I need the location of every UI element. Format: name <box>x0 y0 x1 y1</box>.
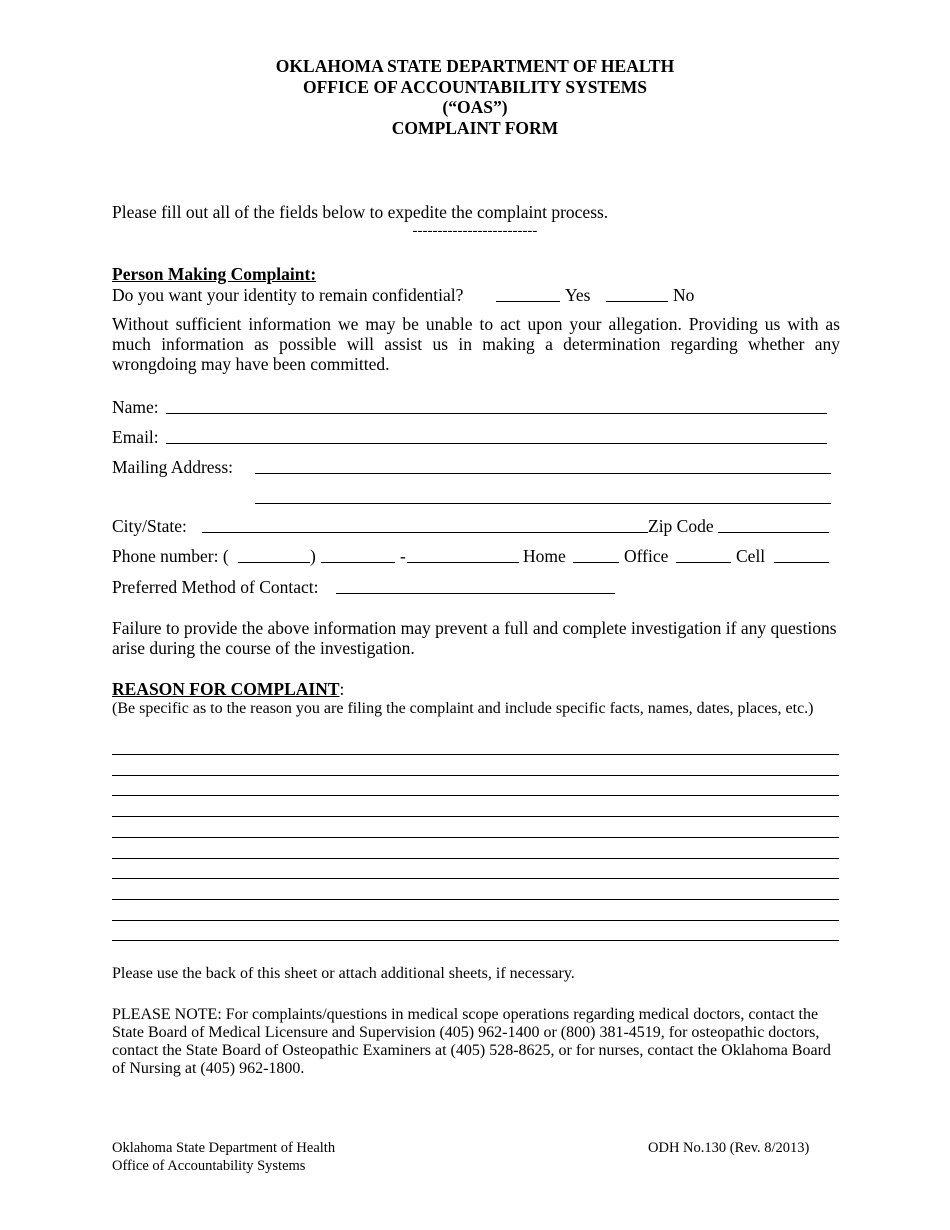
back-note: Please use the back of this sheet or attach additional sheets, if necessary. <box>112 965 575 982</box>
reason-write-line[interactable] <box>112 899 839 900</box>
confidential-no-field[interactable] <box>606 301 668 302</box>
email-label: Email: <box>112 427 159 447</box>
zip-code-label: Zip Code <box>648 516 714 536</box>
home-field[interactable] <box>573 562 619 563</box>
mailing-address-label: Mailing Address: <box>112 457 234 477</box>
cell-label: Cell <box>736 546 766 566</box>
confidential-yes-field[interactable] <box>496 301 560 302</box>
phone-label: Phone number: ( <box>112 546 229 566</box>
separator: ------------------------- <box>412 223 538 239</box>
reason-write-line[interactable] <box>112 837 839 838</box>
reason-heading-text: REASON FOR COMPLAINT <box>112 679 340 699</box>
reason-write-line[interactable] <box>112 858 839 859</box>
footer-department: Oklahoma State Department of Health <box>112 1140 336 1156</box>
city-state-label: City/State: <box>112 516 187 536</box>
person-heading: Person Making Complaint: <box>112 264 317 284</box>
email-field[interactable] <box>166 443 827 444</box>
reason-write-line[interactable] <box>112 795 839 796</box>
phone-paren-close: ) <box>310 546 316 566</box>
reason-write-line[interactable] <box>112 878 839 879</box>
please-note: PLEASE NOTE: For complaints/questions in medical scope operations regarding medical doctors, contact the State Board of Medical Licensure and Supervision (405) 962-1400 or (800) 381-4519, for osteopathic doctors, contact the State Board of Osteopathic Examiners at (405) 528-8625, or for nurses, contact the Oklahoma Board of Nursing at (405) 962-1800. <box>112 1006 831 1077</box>
reason-write-line[interactable] <box>112 920 839 921</box>
zip-code-field[interactable] <box>718 532 829 533</box>
office-label: Office <box>624 546 669 566</box>
reason-heading-colon: : <box>339 679 345 699</box>
footer-form-number: ODH No.130 (Rev. 8/2013) <box>648 1140 810 1156</box>
preferred-contact-field[interactable] <box>336 593 615 594</box>
footer-office: Office of Accountability Systems <box>112 1158 306 1174</box>
office-field[interactable] <box>676 562 731 563</box>
header-acronym: (“OAS”) <box>442 97 508 117</box>
confidential-question: Do you want your identity to remain confidential? <box>112 285 464 305</box>
cell-field[interactable] <box>774 562 829 563</box>
preferred-contact-label: Preferred Method of Contact: <box>112 577 319 597</box>
reason-write-line[interactable] <box>112 775 839 776</box>
yes-label: Yes <box>565 285 591 305</box>
home-label: Home <box>523 546 566 566</box>
phone-dash: - <box>400 546 406 566</box>
phone-area-code-field[interactable] <box>238 562 310 563</box>
name-field[interactable] <box>166 413 827 414</box>
city-state-field[interactable] <box>202 532 648 533</box>
reason-instruction: (Be specific as to the reason you are filing the complaint and include specific facts, names, dates, places, etc.) <box>112 700 814 717</box>
reason-write-line[interactable] <box>112 940 839 941</box>
failure-paragraph: Failure to provide the above information may prevent a full and complete investigation if any questions arise during the course of the investigation. <box>112 618 837 658</box>
name-label: Name: <box>112 397 159 417</box>
reason-write-line[interactable] <box>112 816 839 817</box>
mailing-address-field-2[interactable] <box>255 503 831 504</box>
phone-line-field[interactable] <box>407 562 519 563</box>
info-paragraph: Without sufficient information we may be unable to act upon your allegation. Providing us with as much information as possible will assist us in making a determination regarding whether any wrongdoing may have been committed. <box>112 314 840 374</box>
phone-prefix-field[interactable] <box>321 562 395 563</box>
mailing-address-field-1[interactable] <box>255 473 831 474</box>
header-office: OFFICE OF ACCOUNTABILITY SYSTEMS <box>302 77 648 97</box>
reason-write-line[interactable] <box>112 754 839 755</box>
header-form-title: COMPLAINT FORM <box>391 118 559 138</box>
intro-text: Please fill out all of the fields below to expedite the complaint process. <box>112 202 609 222</box>
header-agency: OKLAHOMA STATE DEPARTMENT OF HEALTH <box>275 56 675 76</box>
reason-heading <box>112 679 344 699</box>
no-label: No <box>673 285 695 305</box>
